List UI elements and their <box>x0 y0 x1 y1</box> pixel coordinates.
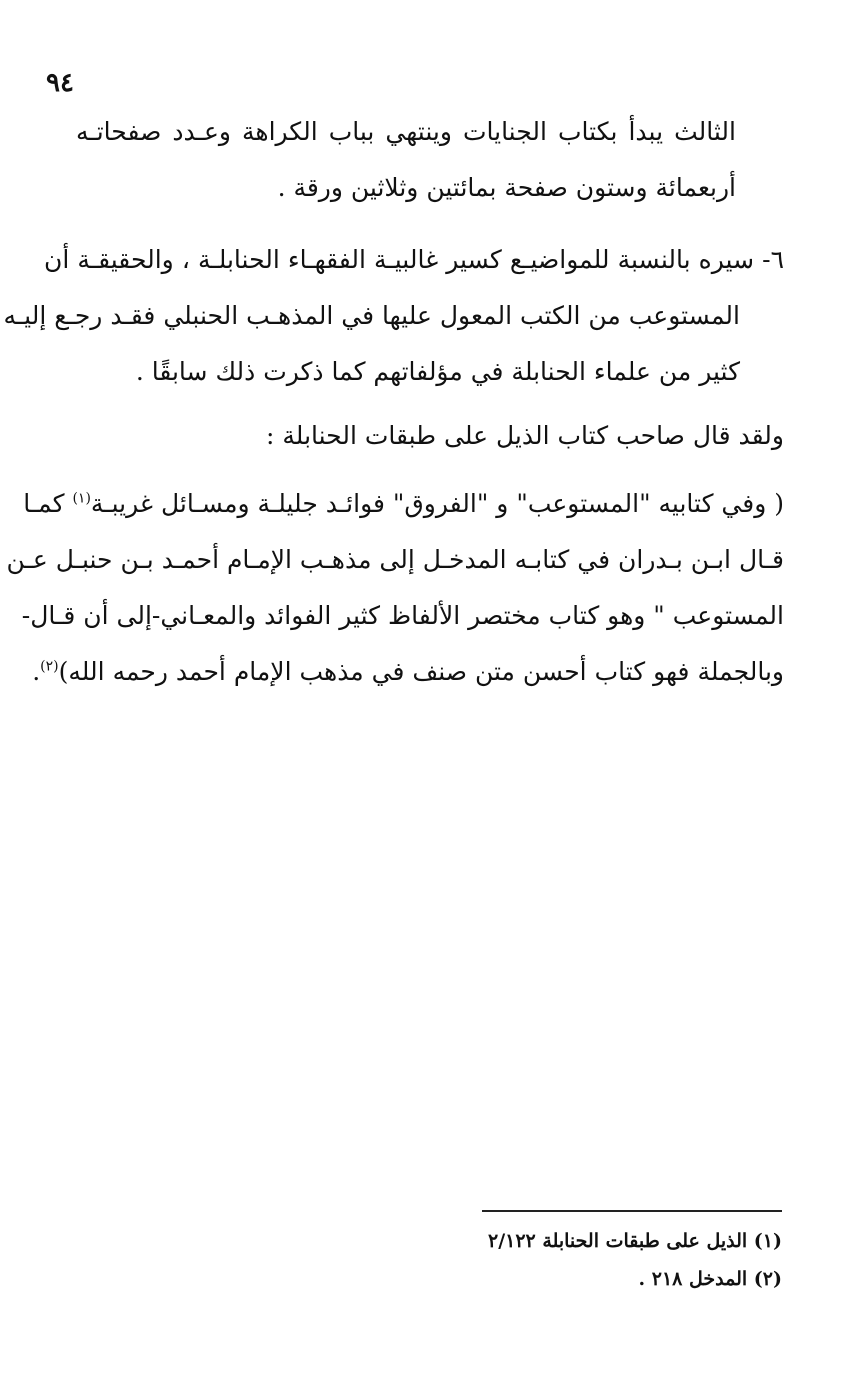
text-line: الثالث يبدأ بكتاب الجنايات وينتهي بباب الكراهة وعـدد صفحاتـه <box>76 117 736 146</box>
footnotes <box>488 1222 782 1298</box>
paragraph-intro <box>44 408 784 464</box>
text-line: أربعمائة وستون صفحة بمائتين وثلاثين ورقة . <box>277 173 736 202</box>
page-number: ٩٤ <box>46 68 74 98</box>
quotation-paragraph <box>6 476 784 700</box>
numbered-item-6 <box>3 232 784 400</box>
text-line: ولقد قال صاحب كتاب الذيل على طبقات الحنابلة : <box>266 421 784 450</box>
footnote-2: (٢) المدخل ٢١٨ . <box>638 1268 782 1290</box>
footnote-ref-1[interactable]: (١) <box>72 490 91 507</box>
quote-text: وبالجملة فهو كتاب أحسن متن صنف في مذهب الإمام أحمد رحمه الله) <box>58 657 784 686</box>
text-line: المستوعب من الكتب المعول عليها في المذهـب الحنبلي فقـد رجـع إليـه <box>3 301 740 330</box>
quote-text: ( وفي كتابيه "المستوعب" و "الفروق" فوائـد جليلـة ومسـائل غريبـة <box>90 489 784 518</box>
text-line: ٦- سيره بالنسبة للمواضيـع كسير غالبيـة الفقهـاء الحنابلـة ، والحقيقـة أن <box>44 245 784 274</box>
quote-text: . <box>32 657 41 686</box>
paragraph-continuation <box>76 104 736 216</box>
text-line: قـال ابـن بـدران في كتابـه المدخـل إلى مذهـب الإمـام أحمـد بـن حنبـل عـن <box>6 545 784 574</box>
text-line <box>23 476 784 532</box>
footnote-1: (١) الذيل على طبقات الحنابلة ٢/١٢٢ <box>488 1230 782 1252</box>
text-line: كثير من علماء الحنابلة في مؤلفاتهم كما ذكرت ذلك سابقًا . <box>135 357 740 386</box>
quote-text: كمـا <box>23 489 73 518</box>
text-line: المستوعب " وهو كتاب مختصر الألفاظ كثير الفوائد والمعـاني-إلى أن قـال- <box>21 601 784 630</box>
text-line <box>32 644 784 700</box>
footnote-divider <box>482 1210 782 1212</box>
footnote-ref-2[interactable]: (٢) <box>40 658 59 675</box>
